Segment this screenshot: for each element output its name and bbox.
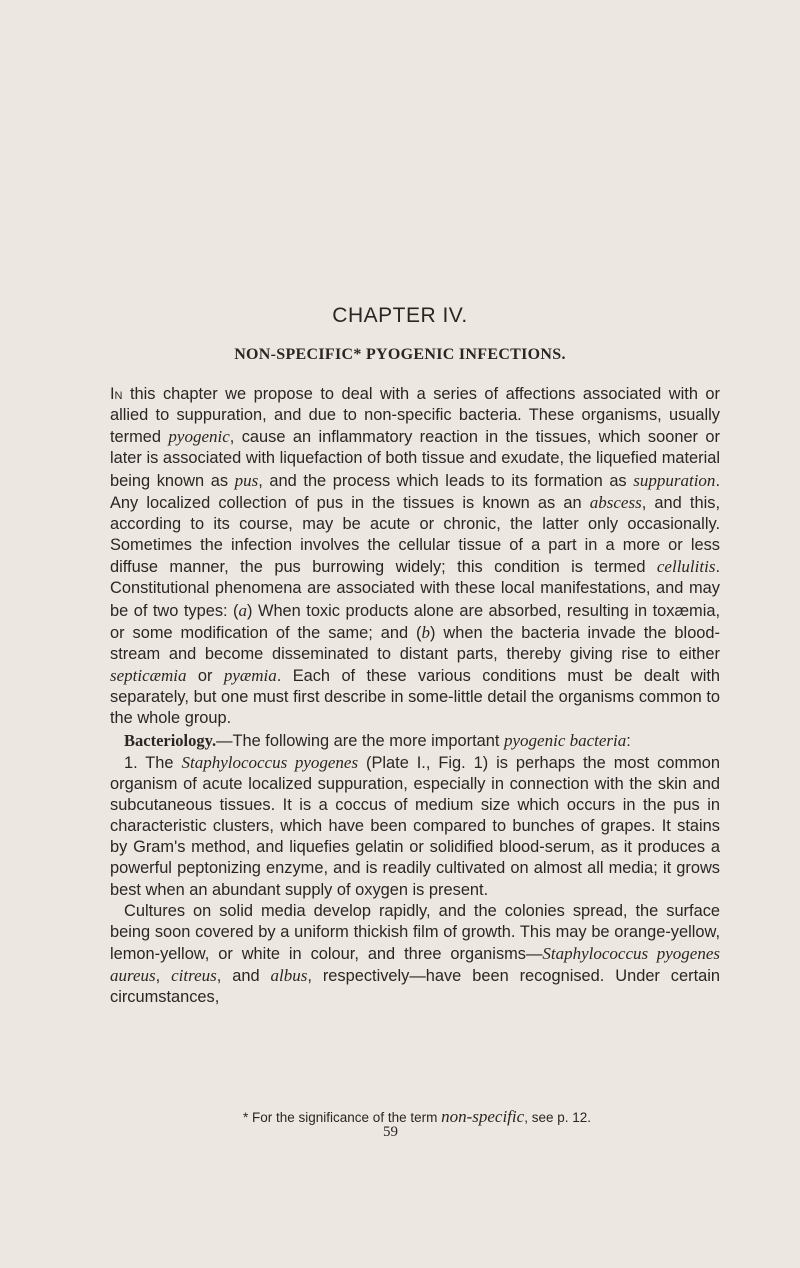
term-pyaemia: pyæmia <box>223 666 277 686</box>
list-marker-b: b <box>421 622 431 642</box>
list-marker-a: a <box>238 600 248 620</box>
term-albus: albus <box>270 966 308 986</box>
text-run: . Any localized collection of pus in the tissues is known as an <box>110 471 720 512</box>
text-run: —The following are the more important <box>216 731 504 750</box>
text-run: , and the process which leads to its formation as <box>258 471 634 490</box>
text-run: , respectively—have been recognised. Under certain circumstances, <box>110 967 721 1007</box>
cultures-paragraph <box>110 901 720 1009</box>
opening-word: In <box>110 385 123 403</box>
term-suppuration: suppuration <box>633 470 716 490</box>
bacteriology-paragraph <box>110 730 720 752</box>
text-run: , cause an inflammatory reaction in the tissues, which sooner or later is associated with liquefaction of both tissue and exudate, the liquefied material being known as <box>110 428 720 490</box>
text-run: . Constitutional phenomena are associated with these local manifestations, and may be of two types: ( <box>110 558 720 620</box>
page-number: 59 <box>383 1124 398 1140</box>
term-non-specific: non-specific <box>441 1107 525 1126</box>
section-title: NON-SPECIFIC* PYOGENIC INFECTIONS. <box>234 346 566 363</box>
chapter-title: CHAPTER IV. <box>332 304 468 327</box>
text-run: , see p. 12. <box>524 1110 591 1125</box>
run-in-heading: Bacteriology. <box>124 730 217 750</box>
text-run: , and this, according to its course, may be acute or chronic, the latter only occasionally. Sometimes the infection involves the cellular tissue of a part in a more or less diffuse manner, the pus burrowing widely; this condition is termed <box>110 493 720 577</box>
term-abscess: abscess <box>589 492 642 512</box>
body-text <box>110 384 720 1009</box>
footnote <box>243 1107 591 1127</box>
term-septicaemia: septicæmia <box>110 666 187 686</box>
term-pyogenic-bacteria: pyogenic bacteria <box>504 730 627 750</box>
staphylococcus-paragraph <box>110 752 720 901</box>
term-pyogenic: pyogenic <box>168 427 230 447</box>
text-run: . Each of these various conditions must be dealt with separately, but one must first describe in some-little detail the organisms common to the whole group. <box>110 667 721 728</box>
term-cellulitis: cellulitis <box>656 557 716 577</box>
intro-paragraph <box>110 384 720 730</box>
text-run: 1. The <box>124 753 182 772</box>
term-citreus: citreus <box>171 966 217 986</box>
text-run: , and <box>216 967 271 986</box>
term-pus: pus <box>234 470 259 490</box>
text-run: * For the significance of the term <box>243 1110 442 1125</box>
text-run: Cultures on solid media develop rapidly, and the colonies spread, the surface being soon covered by a uniform thickish film of growth. This may be orange-yellow, lemon-yellow, or white in colour, and three organisms— <box>110 901 720 964</box>
text-run: this chapter we propose to deal with a series of affections associated with or allied to suppuration, and due to non-specific bacteria. These organisms, usually termed <box>110 385 720 447</box>
text-run: (Plate I., Fig. 1) is perhaps the most common organism of acute localized suppuration, especially in connection with the skin and subcutaneous tissues. It is a coccus of medium size which occurs in the pus in characteristic clusters, which have been compared to bunches of grapes. It stains by Gram's method, and liquefies gelatin or solidified blood-serum, as it produces a powerful peptonizing enzyme, and is readily cultivated on almost all media; it grows best when an abundant supply of oxygen is present. <box>110 753 720 899</box>
text-run: ) when the bacteria invade the blood-stream and become disseminated to distant parts, thereby giving rise to either <box>110 623 720 663</box>
text-run: , <box>155 967 172 986</box>
term-staphylococcus-aureus: Staphylococcus pyogenes aureus <box>110 944 720 986</box>
text-run: : <box>626 731 631 750</box>
text-run: or <box>186 667 224 686</box>
text-run: ) When toxic products alone are absorbed, resulting in toxæmia, or some modification of the same; and ( <box>110 601 721 642</box>
term-staphylococcus-pyogenes: Staphylococcus pyogenes <box>181 752 359 772</box>
